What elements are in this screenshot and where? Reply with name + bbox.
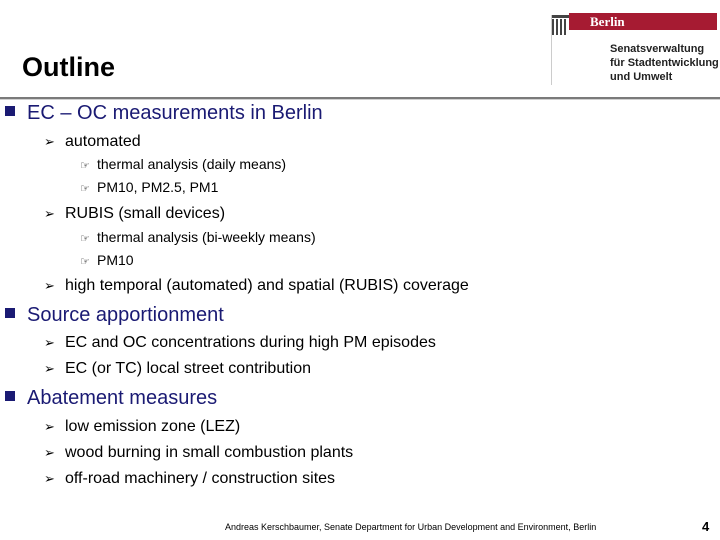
- square-bullet-icon: [5, 308, 15, 318]
- square-bullet-icon: [5, 106, 15, 116]
- arrow-bullet-icon: ➢: [44, 446, 55, 461]
- sub-bullet-item: ☞ thermal analysis (bi-weekly means): [80, 229, 316, 245]
- logo-subtitle: [610, 42, 719, 84]
- title-divider-shadow: [0, 99, 720, 100]
- logo-bar: [569, 13, 717, 30]
- brandenburg-gate-icon: [551, 15, 569, 35]
- section-heading: Abatement measures: [5, 387, 217, 410]
- bullet-item: ➢ low emission zone (LEZ): [44, 418, 241, 435]
- logo-separator: [551, 15, 552, 85]
- bullet-item: ➢ automated: [44, 133, 141, 150]
- berlin-logo: [551, 13, 719, 88]
- arrow-bullet-icon: ➢: [44, 135, 55, 150]
- logo-line-1: Senatsverwaltung: [610, 43, 705, 55]
- pointing-hand-icon: ☞: [80, 182, 90, 195]
- section-heading: EC – OC measurements in Berlin: [5, 102, 323, 125]
- sub-bullet-item: ☞ thermal analysis (daily means): [80, 156, 287, 172]
- pointing-hand-icon: ☞: [80, 159, 90, 172]
- arrow-bullet-icon: ➢: [44, 207, 55, 222]
- page-number: 4: [702, 519, 710, 534]
- logo-brand: Berlin: [590, 14, 625, 29]
- sub-bullet-item: ☞ PM10, PM2.5, PM1: [80, 179, 219, 195]
- slide-title: Outline: [22, 52, 115, 82]
- pointing-hand-icon: ☞: [80, 232, 90, 245]
- square-bullet-icon: [5, 391, 15, 401]
- bullet-item: ➢ RUBIS (small devices): [44, 205, 226, 222]
- arrow-bullet-icon: ➢: [44, 472, 55, 487]
- sub-bullet-item: ☞ PM10: [80, 252, 134, 268]
- bullet-item: ➢ EC (or TC) local street contribution: [44, 360, 312, 377]
- bullet-item: ➢ EC and OC concentrations during high PM episodes: [44, 334, 436, 351]
- bullet-item: ➢ off-road machinery / construction sites: [44, 470, 336, 487]
- logo-line-2: für Stadtentwicklung: [610, 57, 719, 69]
- arrow-bullet-icon: ➢: [44, 362, 55, 377]
- footer-text: Andreas Kerschbaumer, Senate Department for Urban Development and Environment, Berlin: [225, 522, 597, 532]
- pointing-hand-icon: ☞: [80, 255, 90, 268]
- section-heading: Source apportionment: [5, 304, 224, 327]
- bullet-item: ➢ high temporal (automated) and spatial (RUBIS) coverage: [44, 277, 469, 294]
- arrow-bullet-icon: ➢: [44, 279, 55, 294]
- bullet-item: ➢ wood burning in small combustion plants: [44, 444, 354, 461]
- arrow-bullet-icon: ➢: [44, 420, 55, 435]
- arrow-bullet-icon: ➢: [44, 336, 55, 351]
- logo-line-3: und Umwelt: [610, 71, 673, 83]
